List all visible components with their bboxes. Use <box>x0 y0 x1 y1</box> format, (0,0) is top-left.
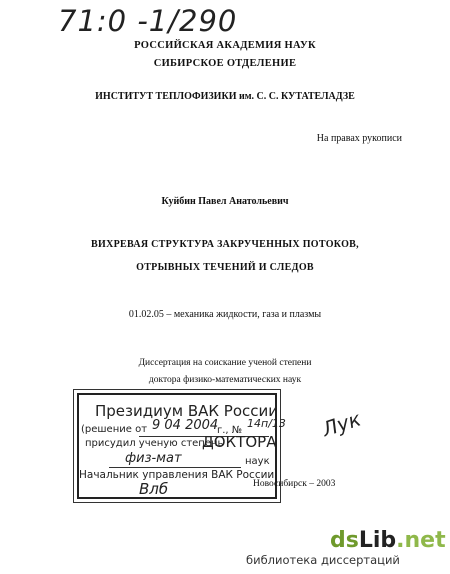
handwritten-catalog-number: 71:0 -1/290 <box>58 4 238 38</box>
dissertation-line-2: доктора физико-математических наук <box>148 375 302 385</box>
institute-name: ИНСТИТУТ ТЕПЛОФИЗИКИ им. С. С. КУТАТЕЛАДЗЕ <box>95 91 355 102</box>
stamp-field-handwritten: физ-мат <box>125 451 182 466</box>
watermark-subtitle: библиотека диссертаций <box>246 553 400 567</box>
stamp-chief-label: Начальник управления ВАК России <box>79 469 275 481</box>
dissertation-line-1: Диссертация на соискание ученой степени <box>138 358 312 368</box>
division-name: СИБИРСКОЕ ОТДЕЛЕНИЕ <box>153 58 297 69</box>
vak-stamp <box>77 393 286 499</box>
stamp-degree: ДОКТОРА <box>202 433 277 451</box>
stamp-title: Президиум ВАК России <box>95 402 279 420</box>
dslib-logo: dsLib.net <box>330 528 446 553</box>
stamp-awarded-label: присудил ученую степень <box>85 438 224 449</box>
side-signature: Лук <box>319 406 364 442</box>
stamp-date-handwritten: 9 04 2004 <box>152 418 219 433</box>
stamp-year-suffix: г., № <box>217 425 243 436</box>
dslib-watermark <box>330 528 446 553</box>
stamp-science-label: наук <box>245 456 270 467</box>
thesis-title-line-1: ВИХРЕВАЯ СТРУКТУРА ЗАКРУЧЕННЫХ ПОТОКОВ, <box>91 239 359 250</box>
stamp-signature: Влб <box>139 480 169 498</box>
stamp-decision-label: (решение от <box>81 424 148 435</box>
stamp-number-handwritten: 14п/13 <box>247 417 286 430</box>
stamp-field-underline <box>109 467 241 468</box>
city-year: Новосибирск – 2003 <box>253 479 336 489</box>
author-name: Куйбин Павел Анатольевич <box>161 196 289 207</box>
manuscript-note: На правах рукописи <box>316 133 402 144</box>
academy-name: РОССИЙСКАЯ АКАДЕМИЯ НАУК <box>134 40 316 51</box>
thesis-title-line-2: ОТРЫВНЫХ ТЕЧЕНИЙ И СЛЕДОВ <box>136 262 314 273</box>
specialty-code: 01.02.05 – механика жидкости, газа и плазмы <box>128 309 322 320</box>
